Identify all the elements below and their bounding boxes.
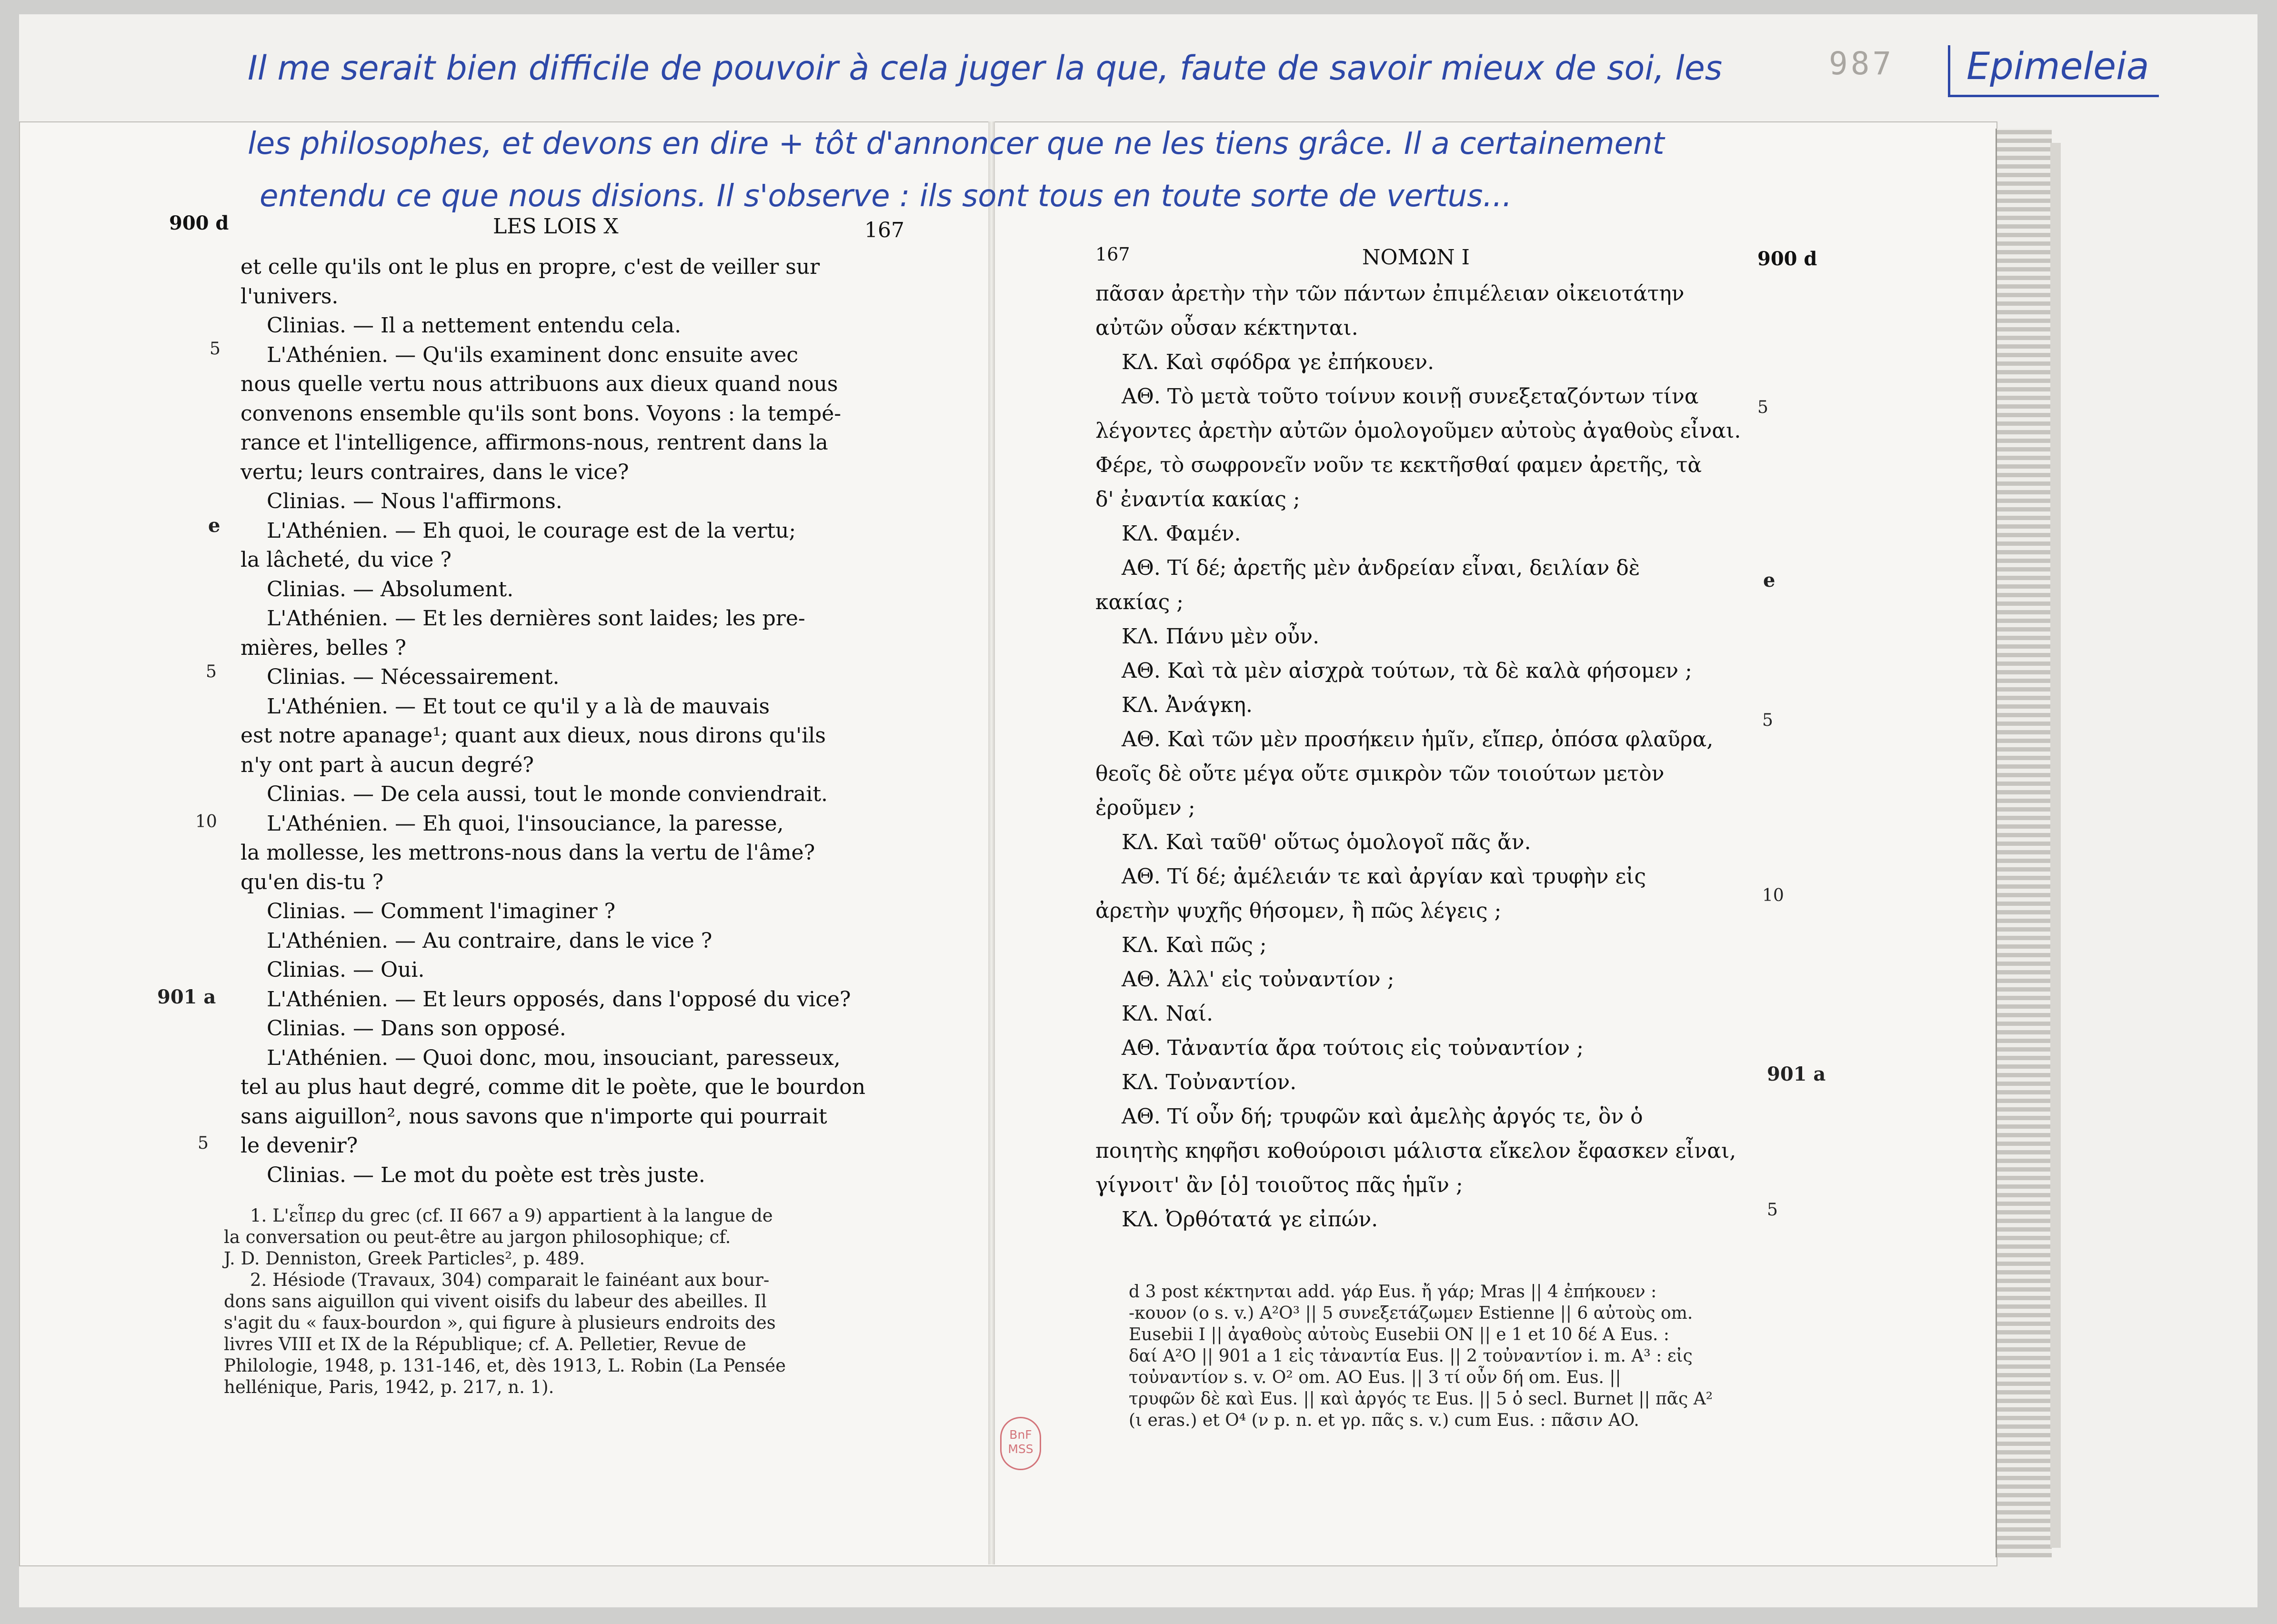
text-line: ΑΘ. Τί δέ; ἀμέλειάν τε καὶ ἀργίαν καὶ τρυφὴν εἰς: [1122, 864, 1646, 889]
text-line: λέγοντες ἀρετὴν αὐτῶν ὁμολογοῦμεν αὐτοὺς ἀγαθοὺς εἶναι.: [1095, 419, 1741, 443]
right-critical-apparatus: [1129, 1281, 1757, 1431]
footnote-line: dons sans aiguillon qui vivent oisifs du labeur des abeilles. Il: [224, 1291, 767, 1312]
text-line: l'univers.: [241, 284, 339, 309]
text-line: θεοῖς δὲ οὔτε μέγα οὔτε σμικρὸν τῶν τοιούτων μετὸν: [1095, 762, 1665, 786]
right-section-ref: 900 d: [1757, 248, 1817, 270]
left-margin-line-number: 10: [195, 812, 217, 832]
text-line: qu'en dis-tu ?: [241, 870, 384, 894]
text-line: nous quelle vertu nous attribuons aux dieux quand nous: [241, 372, 838, 396]
left-margin-section-e: e: [208, 514, 221, 537]
text-line: la lâcheté, du vice ?: [241, 548, 451, 572]
left-margin-section-901a: 901 a: [157, 986, 216, 1008]
text-line: ΚΛ. Ὀρθότατά γε εἰπών.: [1122, 1207, 1378, 1232]
right-page-number: 167: [1095, 244, 1130, 265]
text-line: ΑΘ. Τί δέ; ἀρετῆς μὲν ἀνδρείαν εἶναι, δειλίαν δὲ: [1122, 556, 1640, 580]
text-line: Φέρε, τὸ σωφρονεῖν νοῦν τε κεκτῆσθαί φαμεν ἀρετῆς, τὰ: [1095, 453, 1702, 477]
text-line: αὐτῶν οὖσαν κέκτηνται.: [1095, 316, 1358, 340]
book-gutter: [988, 121, 995, 1564]
text-line: L'Athénien. — Et les dernières sont laides; les pre-: [267, 606, 805, 631]
right-margin-line-number: 5: [1757, 398, 1768, 417]
text-line: L'Athénien. — Et leurs opposés, dans l'opposé du vice?: [267, 987, 851, 1012]
text-line: ΚΛ. Ἀνάγκη.: [1122, 693, 1253, 717]
right-running-head: ΝΟΜΩΝ Ι: [1362, 245, 1470, 270]
footnote-line: hellénique, Paris, 1942, p. 217, n. 1).: [224, 1377, 554, 1397]
text-line: Clinias. — Comment l'imaginer ?: [267, 899, 616, 923]
library-stamp: [1000, 1417, 1041, 1470]
apparatus-line: d 3 post κέκτηνται add. γάρ Eus. ἤ γάρ; Mras || 4 ἐπήκουεν :: [1129, 1282, 1657, 1302]
apparatus-line: τρυφῶν δὲ καὶ Eus. || καὶ ἀργός τε Eus. || 5 ὁ secl. Burnet || πᾶς A²: [1129, 1389, 1713, 1409]
text-line: L'Athénien. — Et tout ce qu'il y a là de mauvais: [267, 694, 770, 719]
text-line: ΑΘ. Τί οὖν δή; τρυφῶν καὶ ἀμελὴς ἀργός τε, ὃν ὁ: [1122, 1104, 1643, 1129]
handwritten-note-line-2: les philosophes, et devons en dire + tôt d'annoncer que ne les tiens grâce. Il a certainement: [248, 126, 1665, 161]
right-margin-line-number: 5: [1762, 711, 1773, 730]
text-line: γίγνοιτ' ἂν [ὁ] τοιοῦτος πᾶς ἡμῖν ;: [1095, 1173, 1463, 1197]
footnote-line: J. D. Denniston, Greek Particles², p. 489.: [224, 1248, 585, 1269]
text-line: Clinias. — Nous l'affirmons.: [267, 489, 562, 513]
footnote-line: 2. Hésiode (Travaux, 304) comparait le fainéant aux bour-: [250, 1270, 770, 1290]
handwritten-note-line-3: entendu ce que nous disions. Il s'observe : ils sont tous en toute sorte de vertus...: [260, 179, 1512, 214]
text-line: rance et l'intelligence, affirmons-nous, rentrent dans la: [241, 431, 828, 455]
text-line: ΚΛ. Καὶ σφόδρα γε ἐπήκουεν.: [1122, 350, 1434, 374]
apparatus-line: τοὐναντίον s. v. O² om. AO Eus. || 3 τί οὖν δή om. Eus. ||: [1129, 1368, 1621, 1387]
text-line: Clinias. — Oui.: [267, 958, 425, 982]
handwritten-note-line-1: Il me serait bien difficile de pouvoir à cela juger la que, faute de savoir mieux de soi, les: [248, 49, 1723, 88]
text-line: n'y ont part à aucun degré?: [241, 752, 534, 777]
text-line: Clinias. — Absolument.: [267, 577, 514, 601]
text-line: Clinias. — Le mot du poète est très juste.: [267, 1163, 705, 1187]
text-line: mières, belles ?: [241, 635, 407, 660]
text-line: convenons ensemble qu'ils sont bons. Voyons : la tempé-: [241, 401, 842, 426]
left-section-ref: 900 d: [169, 212, 229, 234]
text-line: ΑΘ. Τὸ μετὰ τοῦτο τοίνυν κοινῇ συνεξεταζόντων τίνα: [1122, 384, 1699, 409]
text-line: ΚΛ. Τοὐναντίον.: [1122, 1070, 1297, 1094]
text-line: ΚΛ. Καὶ ταῦθ' οὕτως ὁμολογοῖ πᾶς ἄν.: [1122, 830, 1531, 854]
footnote-line: 1. L'εἶπερ du grec (cf. II 667 a 9) appartient à la langue de: [250, 1205, 773, 1226]
apparatus-line: δαί A²O || 901 a 1 εἰς τἀναντία Eus. || 2 τοὐναντίον i. m. A³ : εἰς: [1129, 1346, 1693, 1366]
text-line: L'Athénien. — Eh quoi, l'insouciance, la paresse,: [267, 811, 784, 836]
book-edge-shadow: [2050, 143, 2061, 1548]
text-line: tel au plus haut degré, comme dit le poète, que le bourdon: [241, 1075, 866, 1099]
right-margin-line-number: 5: [1767, 1200, 1778, 1220]
text-line: ΑΘ. Τἀναντία ἄρα τούτοις εἰς τοὐναντίον ;: [1122, 1036, 1584, 1060]
left-margin-line-number: 5: [198, 1133, 209, 1153]
text-line: ΑΘ. Ἀλλ' εἰς τοὐναντίον ;: [1122, 967, 1394, 992]
footnote-line: livres VIII et IX de la République; cf. A. Pelletier, Revue de: [224, 1334, 746, 1354]
apparatus-line: Eusebii I || ἀγαθοὺς αὐτοὺς Eusebii ON || e 1 et 10 δέ A Eus. :: [1129, 1325, 1670, 1344]
text-line: Clinias. — De cela aussi, tout le monde conviendrait.: [267, 782, 828, 806]
archive-number: 987: [1829, 45, 1895, 82]
text-line: δ' ἐναντία κακίας ;: [1095, 487, 1300, 511]
right-margin-section-e: e: [1763, 569, 1775, 591]
text-line: ΑΘ. Καὶ τὰ μὲν αἰσχρὰ τούτων, τὰ δὲ καλὰ φήσομεν ;: [1122, 659, 1692, 683]
apparatus-line: (ι eras.) et O⁴ (ν p. n. et γρ. πᾶς s. v.) cum Eus. : πᾶσιν AO.: [1129, 1411, 1639, 1430]
text-line: le devenir?: [241, 1133, 358, 1158]
text-line: L'Athénien. — Au contraire, dans le vice ?: [267, 928, 712, 953]
text-line: ποιητὴς κηφῆσι κοθούροισι μάλιστα εἴκελον ἔφασκεν εἶναι,: [1095, 1139, 1736, 1163]
text-line: ἐροῦμεν ;: [1095, 796, 1195, 820]
text-line: L'Athénien. — Qu'ils examinent donc ensuite avec: [267, 342, 799, 367]
apparatus-line: -κουον (ο s. v.) A²O³ || 5 συνεξετάζωμεν Estienne || 6 αὐτοὺς om.: [1129, 1303, 1693, 1323]
left-running-head: LES LOIS X: [493, 214, 619, 239]
text-line: ΚΛ. Πάνυ μὲν οὖν.: [1122, 624, 1320, 649]
left-page-number: 167: [864, 218, 904, 242]
text-line: Clinias. — Il a nettement entendu cela.: [267, 313, 682, 338]
text-line: ΑΘ. Καὶ τῶν μὲν προσήκειν ἡμῖν, εἴπερ, ὁπόσα φλαῦρα,: [1122, 727, 1714, 752]
left-margin-line-number: 5: [210, 339, 221, 359]
left-margin-line-number: 5: [206, 662, 217, 682]
text-line: ΚΛ. Ναί.: [1122, 1002, 1214, 1026]
right-margin-line-number: 10: [1762, 886, 1784, 905]
text-line: sans aiguillon², nous savons que n'importe qui pourrait: [241, 1104, 827, 1129]
footnote-line: Philologie, 1948, p. 131-146, et, dès 1913, L. Robin (La Pensée: [224, 1355, 786, 1376]
left-footnotes: [224, 1205, 900, 1398]
text-line: ΚΛ. Καὶ πῶς ;: [1122, 933, 1267, 957]
text-line: ΚΛ. Φαμέν.: [1122, 521, 1241, 546]
right-margin-section-901a: 901 a: [1767, 1063, 1826, 1085]
text-line: Clinias. — Dans son opposé.: [267, 1016, 566, 1041]
left-french-text: [241, 252, 898, 1190]
text-line: L'Athénien. — Eh quoi, le courage est de la vertu;: [267, 518, 796, 543]
text-line: ἀρετὴν ψυχῆς θήσομεν, ἢ πῶς λέγεις ;: [1095, 899, 1502, 923]
text-line: vertu; leurs contraires, dans le vice?: [241, 460, 629, 484]
text-line: L'Athénien. — Quoi donc, mou, insouciant, paresseux,: [267, 1045, 841, 1070]
footnote-line: la conversation ou peut-être au jargon philosophique; cf.: [224, 1227, 731, 1247]
text-line: la mollesse, les mettrons-nous dans la vertu de l'âme?: [241, 841, 815, 865]
text-line: κακίας ;: [1095, 590, 1184, 614]
text-line: est notre apanage¹; quant aux dieux, nous dirons qu'ils: [241, 723, 826, 748]
text-line: πᾶσαν ἀρετὴν τὴν τῶν πάντων ἐπιμέλειαν οἰκειοτάτην: [1095, 281, 1685, 306]
text-line: et celle qu'ils ont le plus en propre, c'est de veiller sur: [241, 255, 820, 279]
handwritten-boxed-word: Epimeleia: [1948, 45, 2159, 97]
stamp-line: MSS: [1008, 1442, 1033, 1456]
footnote-line: s'agit du « faux-bourdon », qui figure à plusieurs endroits des: [224, 1313, 776, 1333]
text-line: Clinias. — Nécessairement.: [267, 665, 560, 689]
stamp-line: BnF: [1009, 1428, 1032, 1442]
